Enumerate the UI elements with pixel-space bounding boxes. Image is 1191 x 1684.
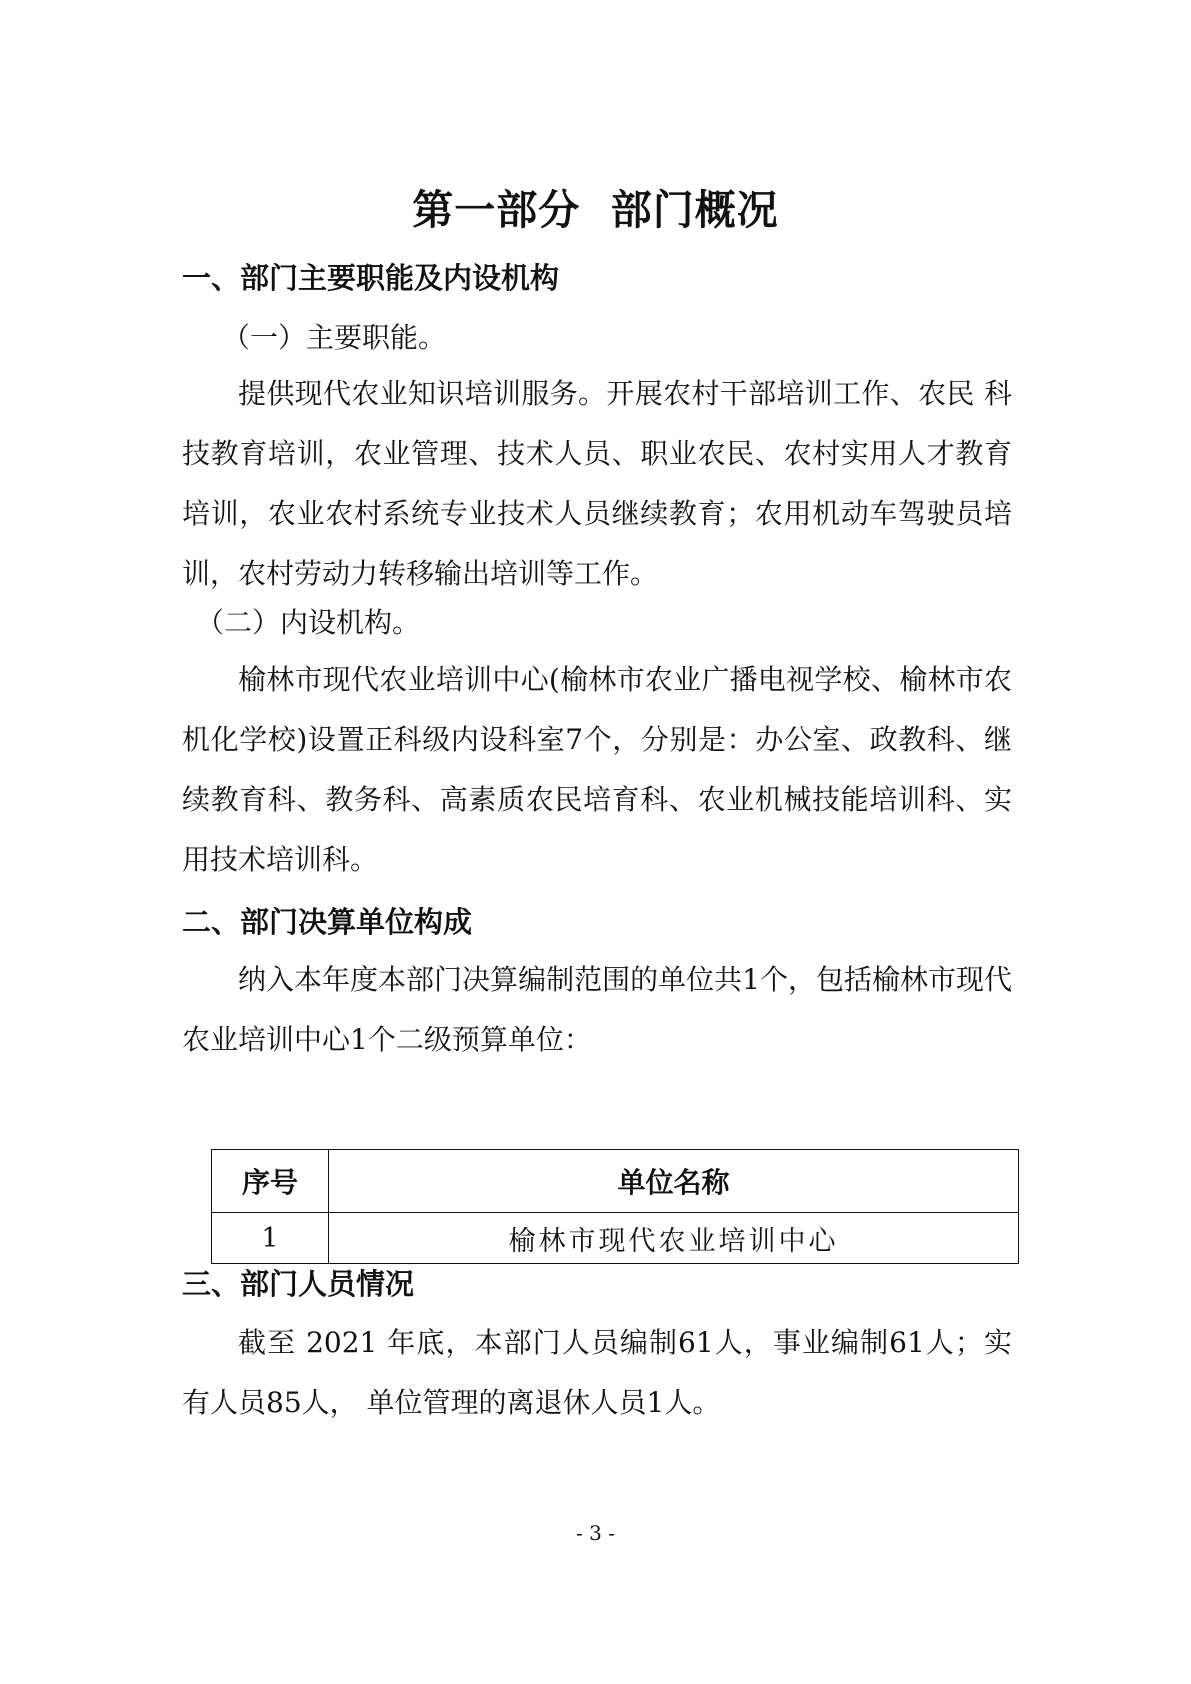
table-cell-unit-name: 榆林市现代农业培训中心 xyxy=(329,1213,1019,1264)
table-cell-index: 1 xyxy=(212,1213,329,1264)
paragraph-main-functions: 提供现代农业知识培训服务。开展农村干部培训工作、农民 科技教育培训，农业管理、技术人员、职业农民、农村实用人才教育培训，农业农村系统专业技术人员继续教育；农用机动车驾驶员培训，农村劳动力转移输出培训等工作。 xyxy=(182,377,1012,590)
section-heading-personnel: 三、部门人员情况 xyxy=(182,1267,415,1301)
section-heading-functions: 一、部门主要职能及内设机构 xyxy=(182,261,560,295)
page-title: 第一部分 部门概况 xyxy=(412,186,779,234)
table-row xyxy=(212,1213,1019,1264)
subheading-main-functions: （一）主要职能。 xyxy=(222,321,447,354)
paragraph-units: 纳入本年度本部门决算编制范围的单位共1个，包括榆林市现代农业培训中心1个二级预算单位： xyxy=(182,963,1012,1056)
table-header-index: 序号 xyxy=(212,1150,329,1213)
page-number: - 3 - xyxy=(576,1521,615,1545)
paragraph-internal-structure: 榆林市现代农业培训中心(榆林市农业广播电视学校、榆林市农机化学校)设置正科级内设科室7个，分别是：办公室、政教科、继续教育科、教务科、高素质农民培育科、农业机械技能培训科、实用技术培训科。 xyxy=(182,663,1012,876)
table-header-row xyxy=(212,1150,1019,1213)
section-heading-units: 二、部门决算单位构成 xyxy=(182,905,473,939)
table-header-unit-name: 单位名称 xyxy=(329,1150,1019,1213)
paragraph-personnel: 截至 2021 年底，本部门人员编制61人，事业编制61人；实有人员85人， 单位管理的离退休人员1人。 xyxy=(182,1326,1012,1419)
subheading-internal-structure: （二）内设机构。 xyxy=(196,606,421,639)
units-table xyxy=(211,1149,1019,1264)
